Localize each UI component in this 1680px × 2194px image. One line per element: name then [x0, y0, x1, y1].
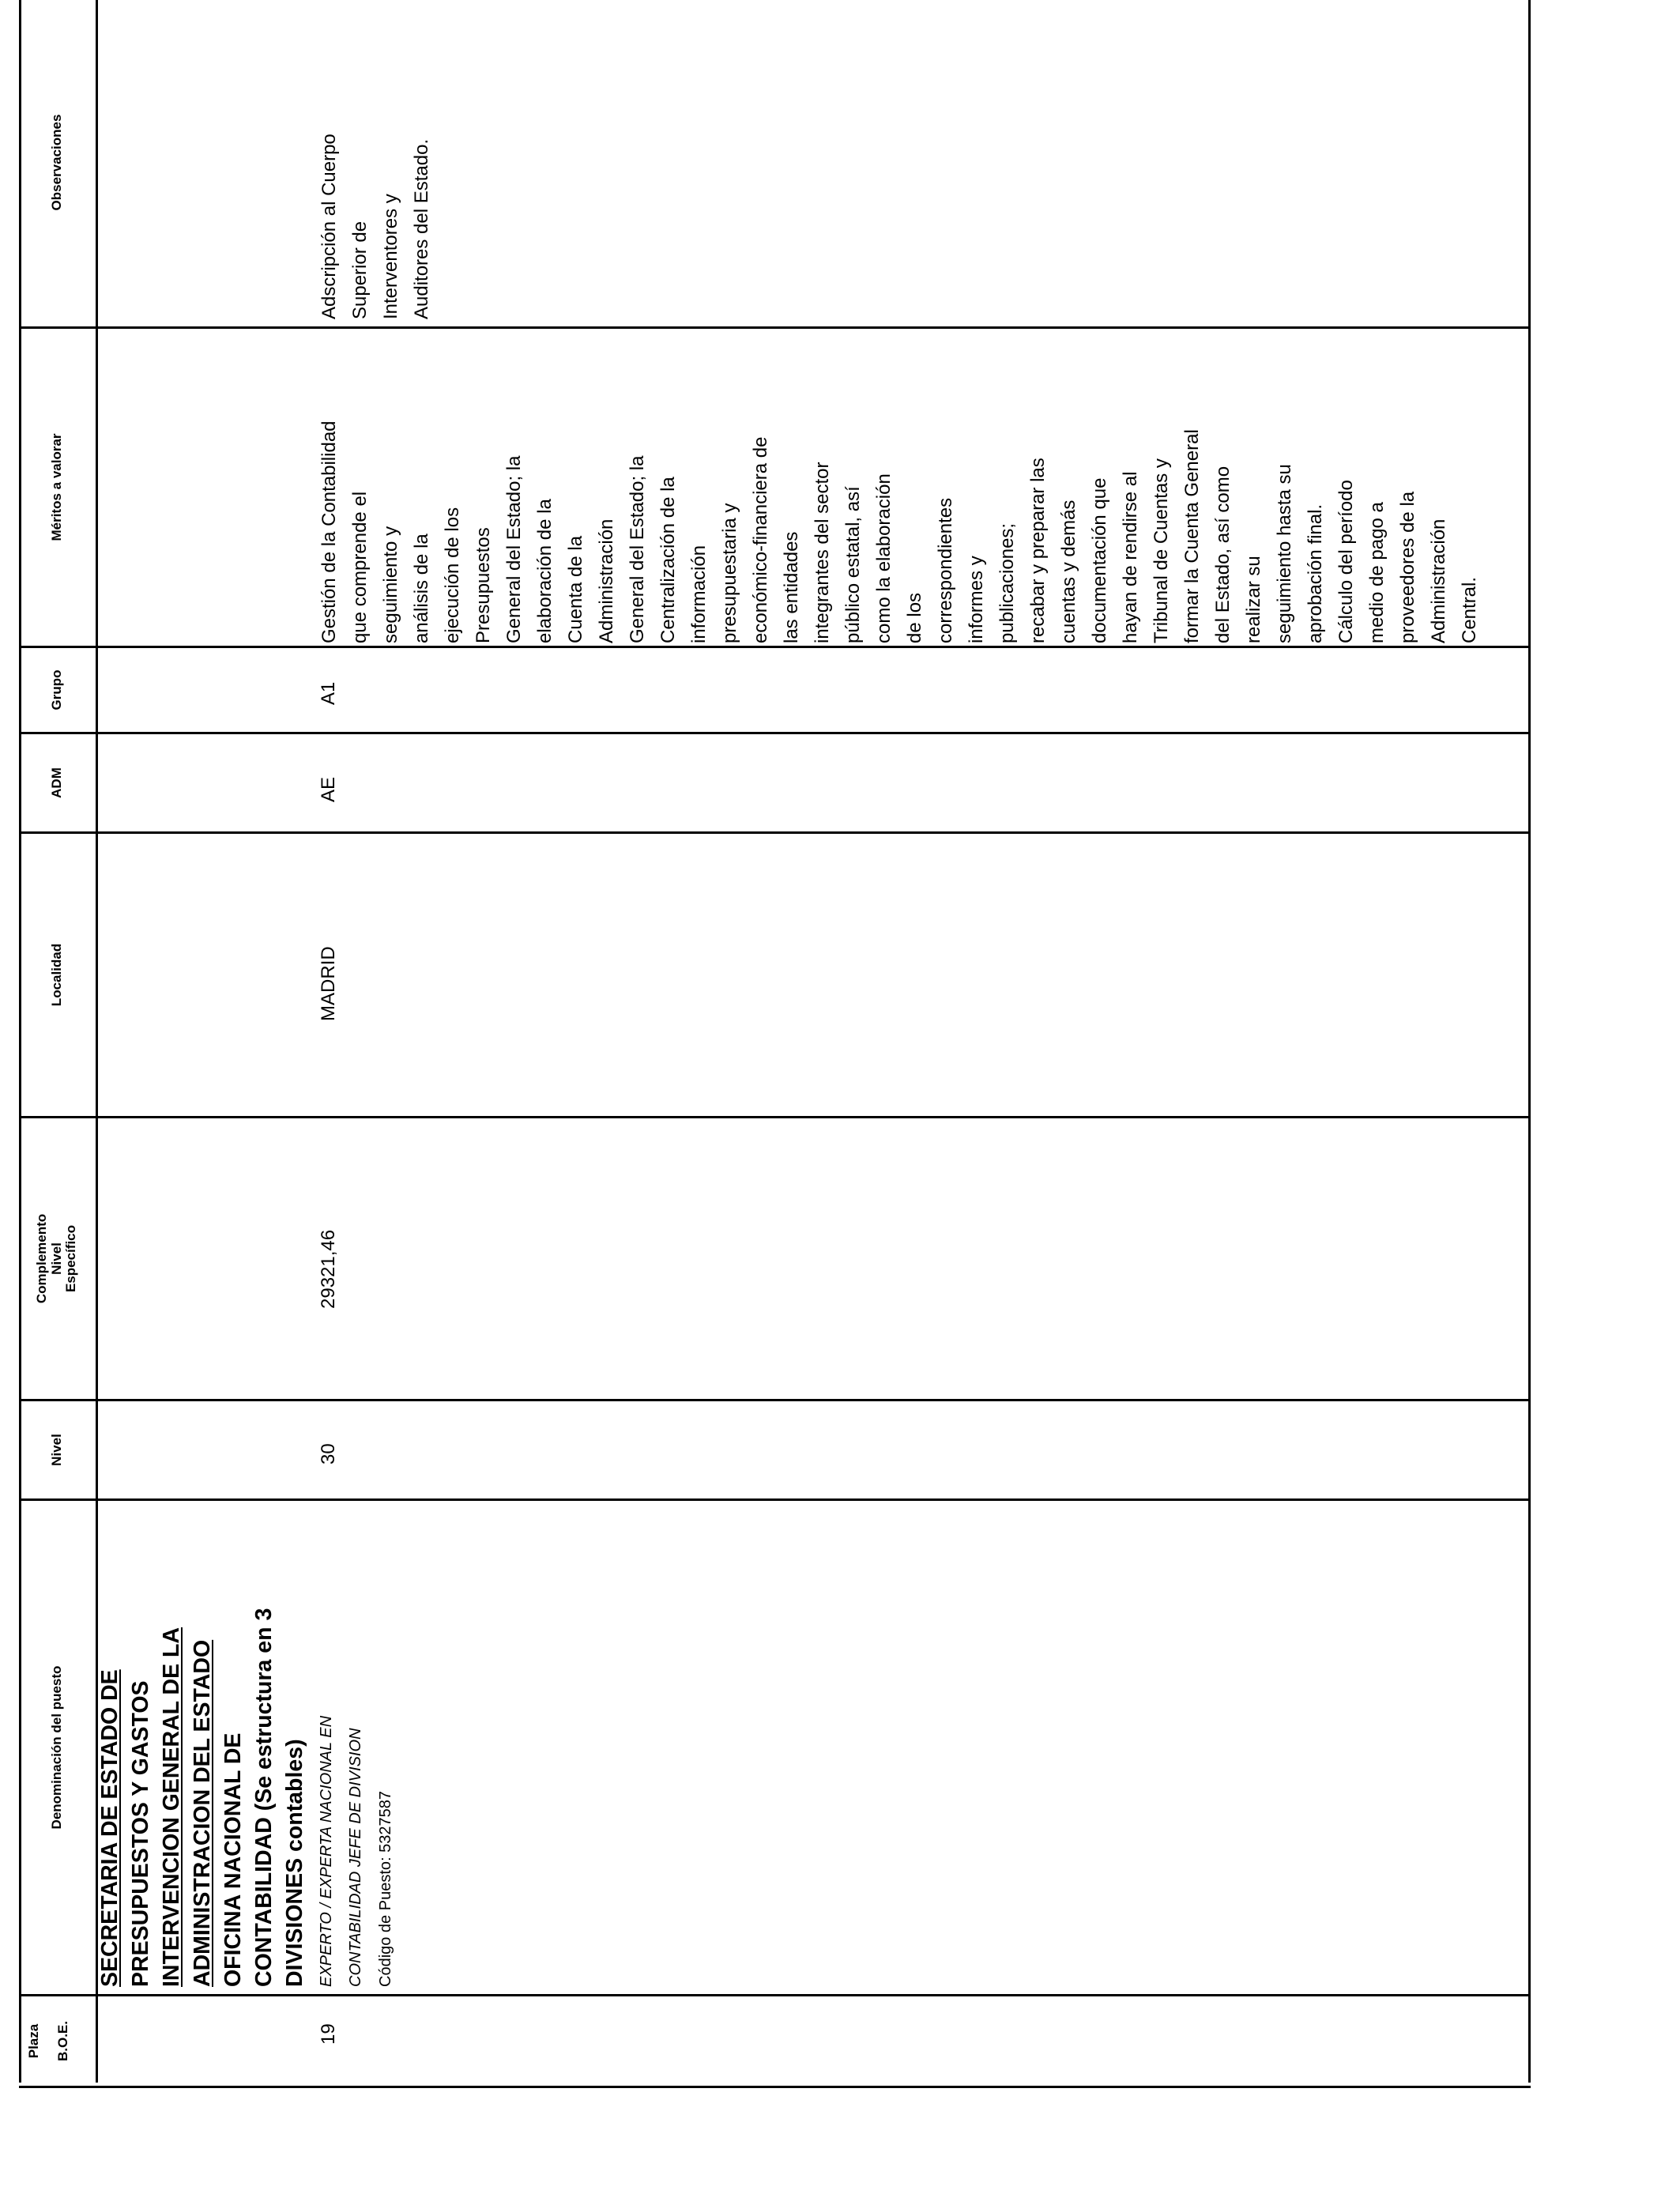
- header-nivel-col: Nivel: [49, 1434, 64, 1466]
- meritos-line: seguimiento y: [380, 526, 401, 643]
- meritos-line: integrantes del sector: [812, 462, 833, 643]
- col-sep-complemento: [19, 1116, 1531, 1118]
- meritos-line: como la elaboración: [873, 473, 895, 643]
- meritos-line: recabar y preparar las: [1027, 458, 1049, 643]
- meritos-line: Cálculo del período: [1335, 480, 1357, 643]
- meritos-line: Central.: [1459, 576, 1480, 643]
- meritos-line: realizar su: [1243, 556, 1264, 643]
- col-sep-localidad: [19, 831, 1531, 834]
- meritos-line: económico-financiera de: [750, 436, 771, 643]
- meritos-line: del Estado, así como: [1212, 466, 1234, 643]
- meritos-line: proveedores de la: [1397, 491, 1418, 643]
- meritos-line: elaboración de la: [534, 499, 556, 643]
- header-meritos: Méritos a valorar: [49, 433, 64, 541]
- observaciones-line: Interventores y: [380, 194, 401, 319]
- complemento-value: 29321,46: [318, 1229, 339, 1309]
- localidad-value: MADRID: [318, 946, 339, 1021]
- observaciones-line: Superior de: [349, 221, 371, 319]
- col-sep-adm: [19, 732, 1531, 734]
- meritos-line: cuentas y demás: [1058, 499, 1079, 643]
- meritos-line: General del Estado; la: [503, 455, 525, 643]
- table-border-left: [19, 0, 21, 2083]
- meritos-value: [314, 420, 1485, 643]
- meritos-line: ejecución de los: [442, 507, 463, 643]
- header-adm: ADM: [49, 767, 64, 798]
- plaza-value: 19: [318, 2023, 339, 2045]
- observaciones-line: Adscripción al Cuerpo: [318, 134, 340, 319]
- meritos-line: publicaciones;: [996, 522, 1018, 643]
- meritos-line: hayan de rendirse al: [1120, 471, 1141, 643]
- table-border-bottom: [19, 2086, 1531, 2088]
- meritos-line: formar la Cuenta General: [1181, 429, 1203, 643]
- meritos-line: presupuestaria y: [719, 503, 740, 643]
- codigo-puesto: Código de Puesto: 5327587: [377, 1791, 394, 1987]
- meritos-line: de los: [904, 592, 925, 643]
- col-sep-meritos: [19, 326, 1531, 329]
- section-title: SECRETARIA DE ESTADO DE PRESUPUESTOS Y GASTOS INTERVENCION GENERAL DE LA ADMINISTRACION DEL ESTADO OFICINA NACIONAL DE CONTABILIDAD (Se estructura en 3 DIVISIONES contables): [97, 1608, 307, 1987]
- header-localidad: Localidad: [49, 943, 64, 1007]
- col-sep-denominacion: [19, 1498, 1531, 1501]
- col-sep-grupo: [19, 646, 1531, 648]
- col-sep-plaza: [19, 1994, 1531, 1996]
- meritos-line: documentación que: [1089, 477, 1110, 643]
- meritos-line: informes y: [966, 556, 987, 643]
- meritos-line: Cuenta de la: [565, 535, 586, 643]
- observaciones-value: [314, 134, 437, 319]
- meritos-line: las entidades: [781, 531, 802, 643]
- meritos-line: aprobación final.: [1305, 503, 1326, 643]
- adm-value: AE: [318, 776, 339, 802]
- nivel-value: 30: [318, 1443, 339, 1465]
- puesto-denominacion-line1: EXPERTO / EXPERTA NACIONAL EN: [318, 1715, 335, 1987]
- meritos-line: medio de pago a: [1366, 502, 1388, 643]
- meritos-line: información: [688, 545, 710, 643]
- meritos-line: Administración: [596, 518, 617, 643]
- meritos-line: correspondientes: [935, 497, 956, 643]
- header-grupo: Grupo: [49, 669, 64, 711]
- table-border-right: [1528, 0, 1531, 2083]
- header-nivel: Nivel: [49, 1242, 64, 1275]
- meritos-line: análisis de la: [411, 533, 432, 643]
- meritos-line: público estatal, así: [842, 486, 864, 643]
- header-denominacion: Denominación del puesto: [49, 1665, 64, 1830]
- meritos-line: Tribunal de Cuentas y: [1151, 458, 1172, 643]
- header-observaciones: Observaciones: [49, 114, 64, 211]
- meritos-line: que comprende el: [349, 491, 371, 643]
- col-sep-nivel: [19, 1399, 1531, 1401]
- grupo-value: A1: [318, 681, 339, 705]
- meritos-line: seguimiento hasta su: [1274, 464, 1295, 643]
- meritos-line: Presupuestos: [473, 527, 494, 643]
- meritos-line: Administración: [1428, 518, 1449, 643]
- header-plaza: Plaza B.O.E.: [26, 2021, 70, 2062]
- meritos-line: Gestión de la Contabilidad: [318, 420, 340, 643]
- meritos-line: General del Estado; la: [627, 455, 648, 643]
- meritos-line: Centralización de la: [657, 477, 679, 643]
- puesto-denominacion-line2: CONTABILIDAD JEFE DE DIVISION: [347, 1728, 364, 1987]
- header-complemento-col: Complemento Específico: [34, 1213, 78, 1304]
- observaciones-line: Auditores del Estado.: [411, 138, 432, 319]
